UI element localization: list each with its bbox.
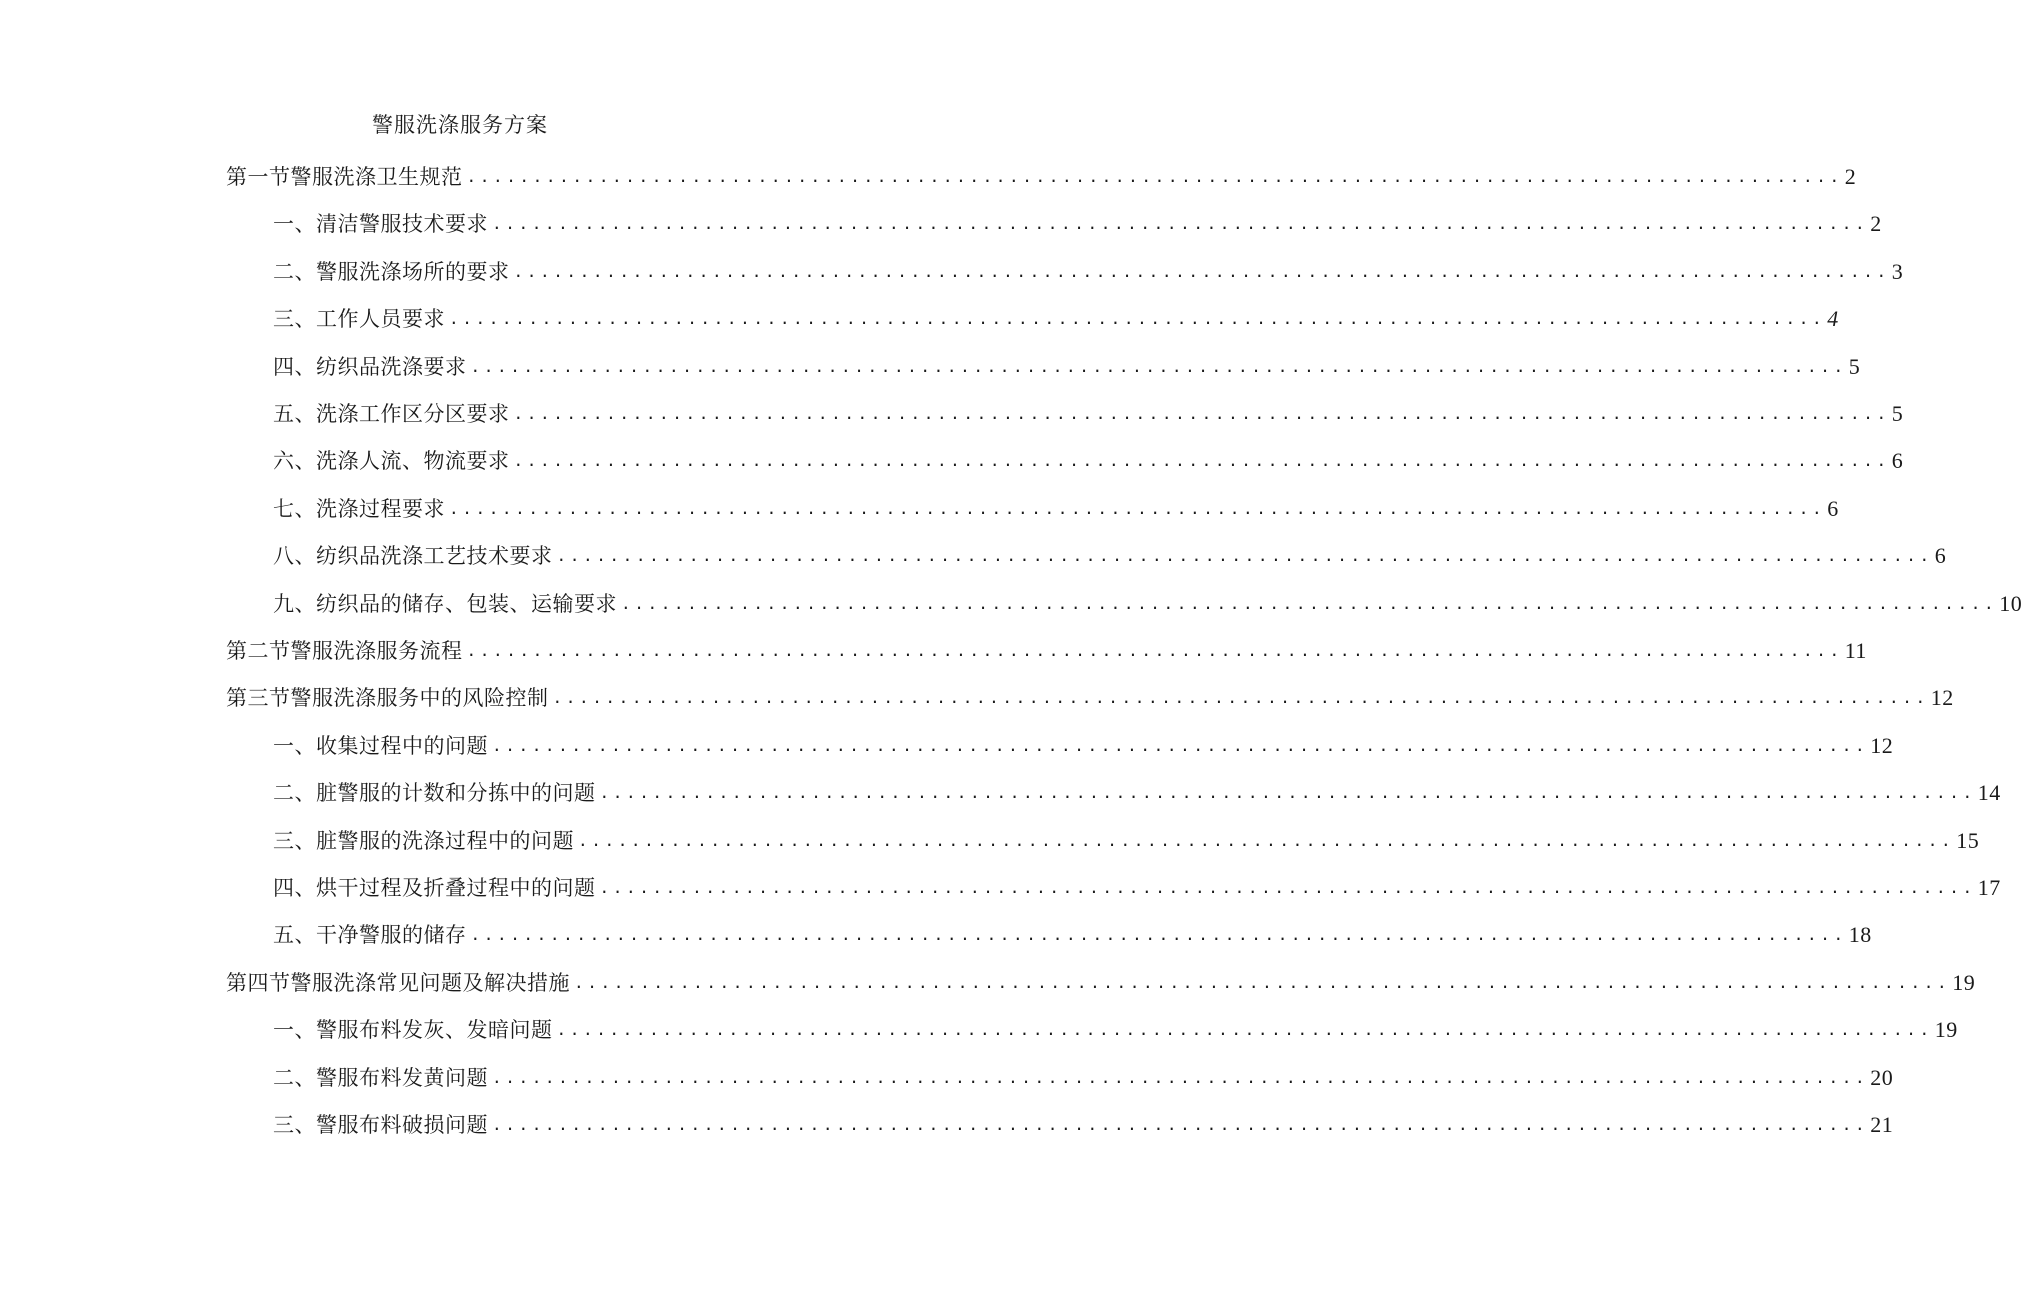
toc-subsection-entry[interactable] — [273, 1056, 1894, 1092]
toc-entry-label: 三、警服布料破损问题 — [273, 1113, 488, 1137]
toc-dot-leader: ........................................................................................................ — [552, 688, 1929, 708]
toc-entry-label: 二、警服洗涤场所的要求 — [273, 259, 510, 284]
toc-subsection-entry[interactable] — [273, 439, 1904, 475]
toc-entry-label: 七、洗涤过程要求 — [273, 496, 445, 521]
toc-page-number: 4 — [1827, 306, 1839, 332]
toc-entry-label: 五、洗涤工作区分区要求 — [273, 402, 510, 426]
toc-dot-leader: ........................................................................................................ — [492, 1115, 1869, 1134]
toc-entry-label: 六、洗涤人流、物流要求 — [273, 449, 510, 474]
toc-page-number: 5 — [1891, 401, 1904, 426]
page-title: 警服洗涤服务方案 — [372, 113, 548, 137]
toc-entry-label: 第三节警服洗涤服务中的风险控制 — [226, 686, 549, 711]
toc-dot-leader: ........................................................................................................ — [466, 641, 1843, 660]
toc-dot-leader: ........................................................................................................ — [470, 356, 1847, 376]
toc-entry-label: 一、清洁警服技术要求 — [273, 212, 488, 237]
toc-subsection-entry[interactable] — [273, 392, 1904, 428]
toc-dot-leader: ........................................................................................................ — [449, 498, 1826, 518]
toc-page-number: 19 — [1952, 969, 1976, 995]
toc-page-number: 6 — [1827, 495, 1839, 521]
toc-page-number: 2 — [1870, 211, 1882, 237]
toc-dot-leader: ........................................................................................................ — [466, 167, 1843, 186]
toc-entry-label: 二、脏警服的计数和分拣中的问题 — [273, 781, 596, 806]
toc-subsection-entry[interactable] — [273, 297, 1839, 333]
toc-entry-label: 一、收集过程中的问题 — [273, 733, 488, 758]
toc-section-entry[interactable] — [226, 155, 1857, 191]
toc-entry-label: 第四节警服洗涤常见问题及解决措施 — [226, 970, 570, 995]
toc-entry-label: 一、警服布料发灰、发暗问题 — [273, 1018, 553, 1043]
toc-page-number: 6 — [1891, 448, 1904, 474]
toc-subsection-entry[interactable] — [273, 1103, 1894, 1139]
toc-page-number: 10 — [1999, 590, 2022, 616]
toc-entry-label: 三、工作人员要求 — [273, 307, 445, 332]
toc-entry-label: 二、警服布料发黄问题 — [273, 1065, 488, 1090]
toc-page-number: 18 — [1848, 922, 1872, 948]
toc-entry-label: 八、纺织品洗涤工艺技术要求 — [273, 544, 553, 569]
toc-dot-leader: ........................................................................................................ — [492, 214, 1869, 234]
toc-dot-leader: ........................................................................................................ — [492, 735, 1869, 755]
toc-page-number: 14 — [1977, 780, 2001, 806]
toc-subsection-entry[interactable] — [273, 202, 1882, 238]
toc-dot-leader: ........................................................................................................ — [470, 925, 1847, 945]
toc-dot-leader: ........................................................................................................ — [556, 1020, 1933, 1040]
toc-page-number: 17 — [1977, 875, 2001, 900]
toc-dot-leader: ........................................................................................................ — [556, 546, 1933, 566]
toc-subsection-entry[interactable] — [273, 724, 1894, 760]
toc-entry-label: 四、烘干过程及折叠过程中的问题 — [273, 876, 596, 900]
toc-subsection-entry[interactable] — [273, 866, 2001, 902]
toc-subsection-entry[interactable] — [273, 913, 1872, 949]
toc-page-number: 19 — [1934, 1017, 1958, 1043]
toc-dot-leader: ........................................................................................................ — [513, 261, 1890, 281]
toc-dot-leader: ........................................................................................................ — [513, 451, 1890, 471]
toc-dot-leader: ........................................................................................................ — [599, 878, 1976, 897]
toc-page-number: 15 — [1956, 827, 1980, 853]
toc-dot-leader: ........................................................................................................ — [449, 309, 1826, 329]
toc-page-number: 6 — [1934, 543, 1947, 569]
toc-page-number: 20 — [1870, 1064, 1894, 1090]
toc-entry-label: 第二节警服洗涤服务流程 — [226, 639, 463, 663]
toc-entry-label: 第一节警服洗涤卫生规范 — [226, 165, 463, 189]
toc-dot-leader: ........................................................................................................ — [574, 972, 1951, 992]
toc-page-number: 12 — [1870, 732, 1894, 758]
toc-page-number: 21 — [1870, 1112, 1894, 1137]
toc-subsection-entry[interactable] — [273, 534, 1947, 570]
toc-subsection-entry[interactable] — [273, 250, 1904, 286]
toc-subsection-entry[interactable] — [273, 582, 2022, 618]
toc-dot-leader: ........................................................................................................ — [599, 783, 1976, 803]
toc-subsection-entry[interactable] — [273, 1008, 1958, 1044]
toc-page-number: 12 — [1930, 685, 1954, 711]
toc-entry-label: 九、纺织品的储存、包装、运输要求 — [273, 591, 617, 616]
toc-dot-leader: ........................................................................................................ — [621, 593, 1998, 613]
toc-dot-leader: ........................................................................................................ — [578, 830, 1955, 850]
toc-subsection-entry[interactable] — [273, 487, 1839, 523]
toc-page-number: 11 — [1844, 638, 1867, 663]
toc-subsection-entry[interactable] — [273, 819, 1980, 855]
toc-dot-leader: ........................................................................................................ — [492, 1067, 1869, 1087]
toc-page-number: 2 — [1844, 164, 1857, 189]
toc-page-number: 5 — [1848, 353, 1861, 379]
toc-subsection-entry[interactable] — [273, 345, 1861, 381]
toc-entry-label: 三、脏警服的洗涤过程中的问题 — [273, 828, 574, 853]
toc-page-number: 3 — [1891, 258, 1904, 284]
toc-subsection-entry[interactable] — [273, 771, 2001, 807]
toc-section-entry[interactable] — [226, 676, 1954, 712]
toc-dot-leader: ........................................................................................................ — [513, 404, 1890, 423]
toc-section-entry[interactable] — [226, 629, 1867, 665]
toc-section-entry[interactable] — [226, 961, 1976, 997]
toc-entry-label: 四、纺织品洗涤要求 — [273, 354, 467, 379]
toc-entry-label: 五、干净警服的储存 — [273, 923, 467, 948]
